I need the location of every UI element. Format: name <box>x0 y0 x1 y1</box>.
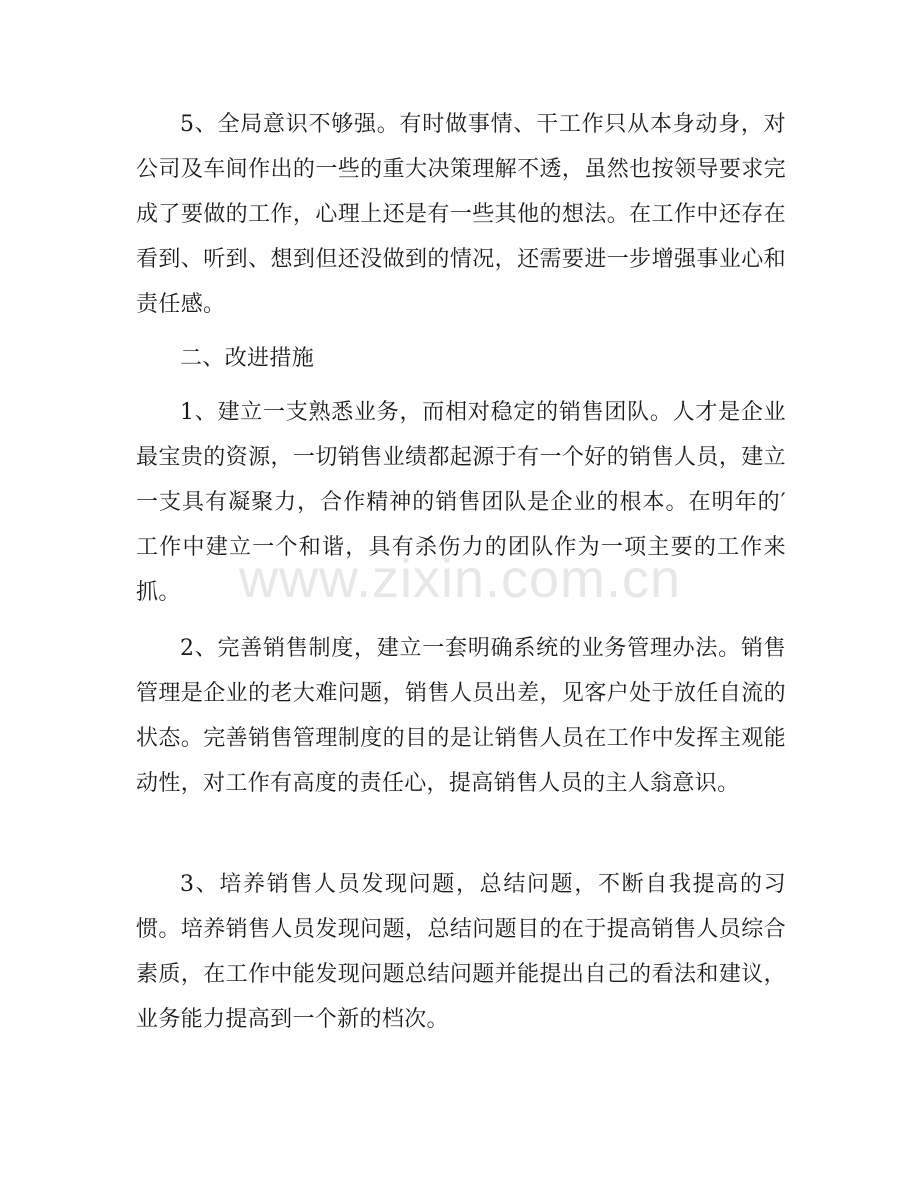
measure-item-1: 1、建立一支熟悉业务，而相对稳定的销售团队。人才是企业最宝贵的资源，一切销售业绩都起源于有一个好的销售人员，建立一支具有凝聚力，合作精神的销售团队是企业的根本。在明年的′工作中建立一个和谐，具有杀伤力的团队作为一项主要的工作来抓。 <box>136 400 786 605</box>
measure-item-3: 3、培养销售人员发现问题，总结问题，不断自我提高的习惯。培养销售人员发现问题，总结问题目的在于提高销售人员综合素质，在工作中能发现问题总结问题并能提出自己的看法和建议，业务能力提高到一个新的档次。 <box>136 872 786 1032</box>
paragraph-item-5: 5、全局意识不够强。有时做事情、干工作只从本身动身，对公司及车间作出的一些的重大决策理解不透，虽然也按领导要求完成了要做的工作，心理上还是有一些其他的想法。在工作中还存在看到、听到、想到但还没做到的情况，还需要进一步增强事业心和责任感。 <box>136 112 786 317</box>
measure-item-2: 2、完善销售制度，建立一套明确系统的业务管理办法。销售管理是企业的老大难问题，销售人员出差，见客户处于放任自流的状态。完善销售管理制度的目的是让销售人员在工作中发挥主观能动性，对工作有高度的责任心，提高销售人员的主人翁意识。 <box>136 636 786 796</box>
section-heading: 二、改进措施 <box>180 346 315 371</box>
watermark: www.zixin.com.cn <box>238 549 682 609</box>
